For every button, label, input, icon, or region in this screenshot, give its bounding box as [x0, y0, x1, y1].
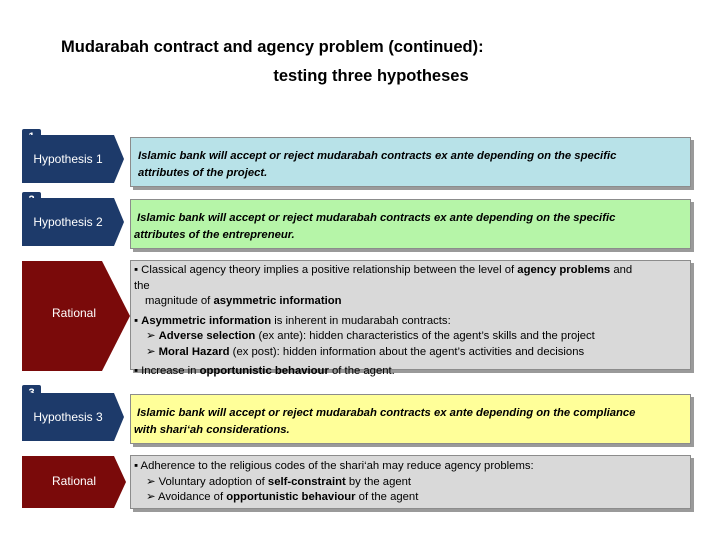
- arrow-bullet-icon: ➢: [146, 330, 156, 342]
- hypothesis-2-label: Hypothesis 2: [33, 215, 103, 229]
- sub-bullet-item: ➢ Adverse selection (ex ante): hidden characteristics of the agent’s skills and the project: [146, 330, 595, 342]
- hypothesis-1-text-line2: attributes of the project.: [138, 167, 268, 179]
- hypothesis-2-box: [130, 199, 691, 249]
- hypothesis-1-label: Hypothesis 1: [33, 152, 103, 166]
- bullet-item: ▪ Classical agency theory implies a positive relationship between the level of agency problems and: [134, 264, 633, 276]
- hypothesis-1-text-line1: Islamic bank will accept or reject mudarabah contracts ex ante depending on the specific: [138, 150, 617, 162]
- sub-bullet-item: ➢ Voluntary adoption of self-constraint by the agent: [146, 475, 412, 488]
- rational-2-label: Rational: [51, 474, 97, 488]
- rational-1-box: [130, 260, 691, 377]
- sub-bullet-item: ➢ Moral Hazard (ex post): hidden information about the agent’s activities and decisions: [146, 345, 585, 358]
- arrow-bullet-icon: ➢: [146, 475, 156, 488]
- hypothesis-3-text-line2: with shari‘ah considerations.: [134, 424, 290, 436]
- hypothesis-1-arrow: [22, 135, 124, 183]
- slide-title-line1: Mudarabah contract and agency problem (continued):: [61, 38, 484, 56]
- arrow-bullet-icon: ➢: [146, 491, 156, 503]
- bullet-item: ▪ Asymmetric information is inherent in mudarabah contracts:: [134, 314, 451, 327]
- rational-1-arrow: [22, 261, 130, 371]
- sub-bullet-item: ➢ Avoidance of opportunistic behaviour of the agent: [146, 491, 419, 503]
- hypothesis-3-arrow: [22, 393, 124, 441]
- hypothesis-1-box: [130, 137, 691, 187]
- slide-title-line2: testing three hypotheses: [273, 67, 469, 85]
- hypothesis-2-text-line1: Islamic bank will accept or reject mudarabah contracts ex ante depending on the specific: [137, 212, 616, 224]
- bullet-item-wrap: the: [134, 279, 150, 292]
- bullet-item: ▪ Adherence to the religious codes of the shari‘ah may reduce agency problems:: [134, 460, 534, 472]
- hypothesis-2-text-line2: attributes of the entrepreneur.: [134, 229, 295, 241]
- arrow-bullet-icon: ➢: [146, 345, 156, 358]
- rational-2-arrow: [22, 456, 130, 508]
- hypothesis-3-label: Hypothesis 3: [33, 410, 103, 424]
- bullet-item: ▪ Increase in opportunistic behaviour of the agent.: [134, 365, 395, 377]
- rational-2-box: [130, 455, 691, 509]
- hypothesis-3-box: [130, 394, 691, 444]
- hypothesis-2-arrow: [22, 198, 124, 246]
- bullet-item-continued: magnitude of asymmetric information: [145, 295, 342, 307]
- hypothesis-3-text-line1: Islamic bank will accept or reject mudarabah contracts ex ante depending on the compliance: [137, 407, 636, 419]
- rational-1-label: Rational: [51, 306, 97, 320]
